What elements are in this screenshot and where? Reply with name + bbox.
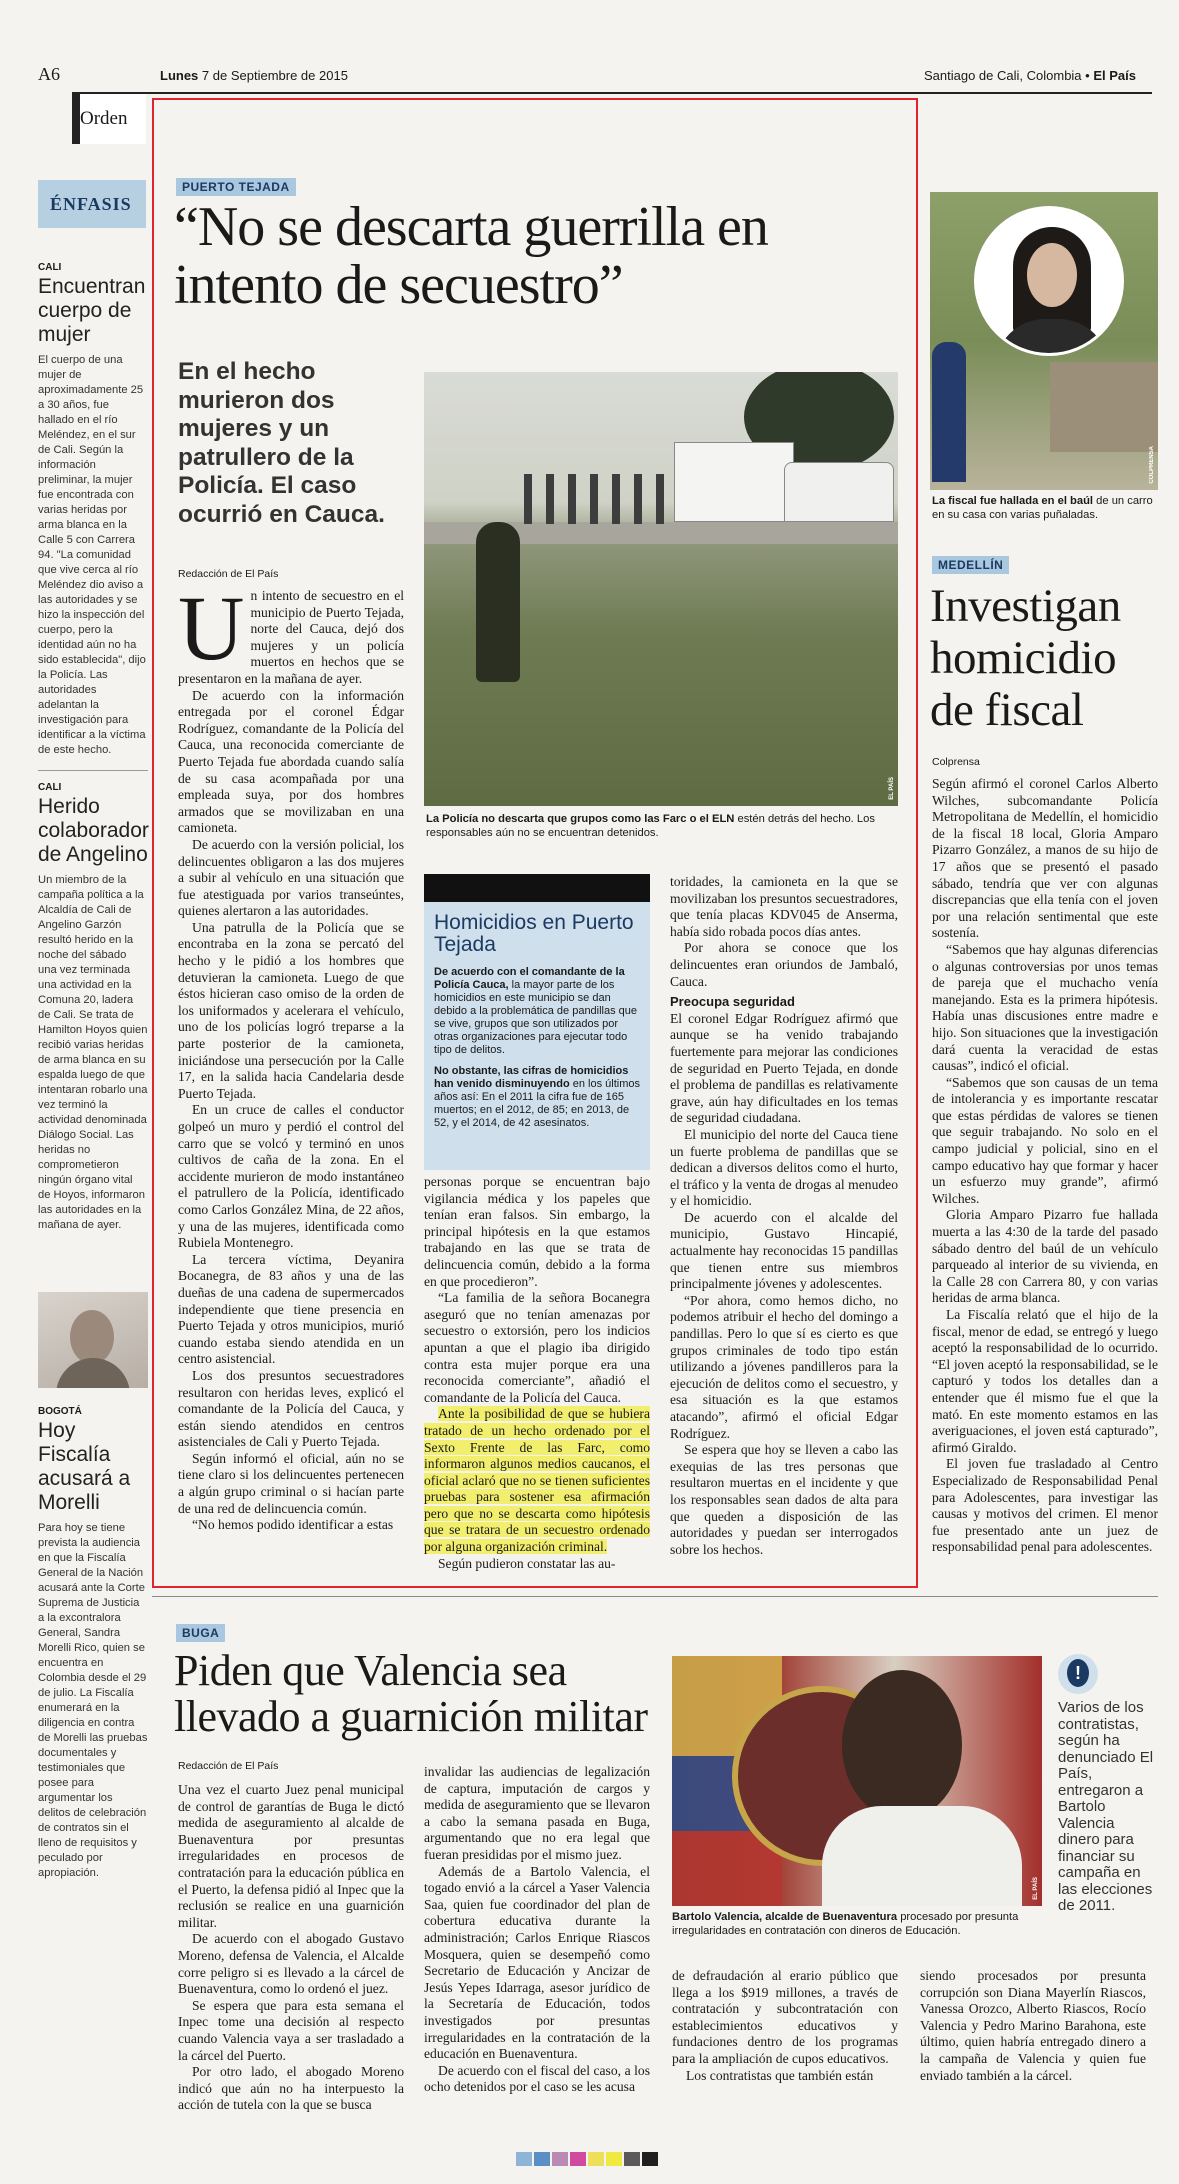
location-text: Santiago de Cali, Colombia • xyxy=(924,68,1090,83)
portrait-body xyxy=(56,1358,130,1388)
right-paragraph: La Fiscalía relató que el hijo de la fiscal, menor de edad, se entregó y luego aceptó la responsabilidad de lo ocurrido. “El joven aceptó la responsabilidad, se le capturó y todos los detalles dan a entender que él mismo fue el que la mató. En este momento estamos en las averiguaciones, el joven está capturado”, afirmó Giraldo. xyxy=(932,1307,1158,1455)
sidebar-item-body: Un miembro de la campaña política a la Alcaldía de Cali de Angelino Garzón resultó herido en la noche del sábado una vez terminada una actividad en la Comuna 20, ladera de Cali. Se trata de Hamilton Hoyos quien recibió varias heridas de arma blanca en su espalda luego de que intentaran robarlo una vez terminó la actividad denominada Diálogo Social. Las heridas no comprometieron ningún órgano vital de Hoyos, informaron las autoridades en la mañana de ayer. xyxy=(38,874,148,1231)
color-registration-bar xyxy=(516,2152,658,2166)
photo-credit: COLPRENSA xyxy=(1149,446,1155,484)
sidebar-divider xyxy=(38,770,148,771)
bottom-column-1 xyxy=(178,1782,404,2114)
color-swatch xyxy=(552,2152,568,2166)
caption-bold: La Policía no descarta que grupos como las Farc o el ELN xyxy=(426,813,735,825)
person-shape xyxy=(932,342,966,482)
main-paragraph: “La familia de la señora Bocanegra aseguró que no tenían amenazas por secuestro o extorsión, pero los indicios apuntan a que el plagio iba dirigido contra esta mujer porque era una reconocida comerciante”, añadió el comandante de la Policía del Cauca. xyxy=(424,1290,650,1405)
caption-bold: La fiscal fue hallada en el baúl xyxy=(932,495,1094,507)
main-paragraph: Los dos presuntos secuestradores resultaron con heridas leves, explicó el comandante de la Policía del Cauca, y están siendo atendidos en centros asistenciales de Cali y Puerto Tejada. xyxy=(178,1367,404,1450)
sidebar-label: ÉNFASIS xyxy=(50,194,132,214)
sidebar-item-body: Para hoy se tiene prevista la audiencia en que la Fiscalía General de la Nación acusará ante la Corte Suprema de Justicia a la excontralora General, Sandra Morelli Rico, quien se encuentra en Colombia desde el 29 de julio. La Fiscalía enumerará en la diligencia en contra de Morelli las pruebas documentales y testimoniales que posee para argumentar los delitos de celebración de contratos sin el lleno de requisitos y peculado por apropiación. xyxy=(38,1522,148,1879)
right-paragraph: Gloria Amparo Pizarro fue hallada muerta a las 4:30 de la tarde del pasado sábado dentro del baúl de un vehículo parqueado al interior de su vivienda, en la Calle 28 con Carrera 80, y con varias heridas de arma blanca. xyxy=(932,1207,1158,1306)
sidebar-item-body: El cuerpo de una mujer de aproximadamente 25 a 30 años, fue hallado en el río Meléndez, en el sur de Cali. Según la información preliminar, la mujer fue encontrada con varias heridas por arma blanca en la Calle 5 con Carrera 94. "La comunidad que vive cerca al río Meléndez dio aviso a las autoridades y se hizo la inspección del cuerpo, pero la identidad aún no ha sido establecida", dijo la Policía. Las autoridades adelantan la investigación para identificar a la víctima de este hecho. xyxy=(38,354,146,756)
bottom-paragraph: Una vez el cuarto Juez penal municipal de control de garantías de Buga le dictó medida de aseguramiento al alcalde de Buenaventura por presuntas irregularidades en procesos de contratación para la educación pública en el Puerto, la defensa pidió al Inpec que la reclusión se realice en una guarnición militar. xyxy=(178,1782,404,1930)
main-paragraph: En un cruce de calles el conductor golpeó un muro y perdió el control del carro que se volcó y terminó en unos cultivos de caña de la zona. En el accidente murieron de modo instantáneo el patrullero de la Policía, identificado como Carlos González Mina, de 22 años, y una de las mujeres, identificada como Rubiela Montenegro. xyxy=(178,1102,404,1251)
main-paragraph: Según pudieron constatar las au- xyxy=(438,1555,616,1571)
right-body xyxy=(932,776,1158,1556)
sidebar-item-title: Herido colaborador de Angelino xyxy=(38,795,149,866)
bottom-paragraph: Los contratistas que también están xyxy=(686,2067,874,2083)
right-paragraph: “Sabemos que son causas de un tema de intolerancia y es importante rescatar que estas pérdidas de valores se tienen que seguir trabajando. No solo en el campo judicial y policial, sino en el campo educativo hay que formar y hacer un esfuerzo muy grande”, afirmó Wilches. xyxy=(932,1074,1158,1206)
color-swatch xyxy=(570,2152,586,2166)
main-column-3 xyxy=(670,874,898,1558)
bottom-paragraph: de defraudación al erario público que llega a los $919 millones, a través de contratación y subcontratación con establecimientos educativos y fundaciones dentro de los programas para la ampliación de cupos educativos. xyxy=(672,1968,898,2066)
main-paragraph: “Por ahora, como hemos dicho, no podemos atribuir el hecho del domingo a pandillas. Pero lo que sí es cierto es que grupos criminales de todo tipo están utilizando a jóvenes pandilleros para la ejecución de delitos como el secuestro, y esa situación es la que estamos atacando”, afirmó el oficial Edgar Rodríguez. xyxy=(670,1292,898,1441)
color-swatch xyxy=(588,2152,604,2166)
bottom-paragraph: Por otro lado, el abogado Moreno indicó que aún no ha interpuesto la acción de tutela con la que se busca xyxy=(178,2064,404,2113)
info-box-item xyxy=(434,966,640,1057)
bottom-byline: Redacción de El País xyxy=(178,1760,279,1772)
man-body xyxy=(822,1806,1022,1906)
bottom-column-2 xyxy=(424,1764,650,2096)
main-byline: Redacción de El País xyxy=(178,568,279,580)
bottom-column-4 xyxy=(920,1968,1146,2084)
main-paragraph: De acuerdo con la información entregada por el coronel Édgar Rodríguez, comandante de la Policía del Cauca, una reconocida comerciante de Puerto Tejada fue abordada cuando salía de su casa acompañada por una empleada suya, por dos hombres armados que se movilizaban en una camioneta. xyxy=(178,687,404,836)
color-swatch xyxy=(642,2152,658,2166)
info-box-item-bold: De acuerdo con el comandante de la Policía Cauca, xyxy=(434,966,625,991)
exclamation-icon xyxy=(1058,1654,1098,1694)
section-label: Orden xyxy=(80,108,128,129)
bottom-paragraph: De acuerdo con el fiscal del caso, a los ocho detenidos por el caso se les acusa xyxy=(424,2062,650,2095)
info-box-item xyxy=(434,1065,640,1130)
info-box-item-rest: la mayor parte de los homicidios en este municipio se dan debido a la problemática de pandillas que se vive, grupos que son utilizados por otras organizaciones para ejecutar todo tipo de delitos. xyxy=(434,979,638,1056)
main-column-2 xyxy=(424,1174,650,1572)
highlighted-text: Ante la posibilidad de que se hubiera tratado de un hecho ordenado por el Sexto Frente de las Farc, como informaron algunos medios caucanos, el oficial aclaró que no se tienen suficientes pruebas para sostener esa afirmación pero que no se descarta como hipótesis que se tratara de un secuestro ordenado por alguna organización criminal. xyxy=(424,1406,650,1555)
truck-shape xyxy=(784,462,894,522)
main-paragraph: Una patrulla de la Policía que se encontraba en la zona se percató del hecho y le pidió a los hombres que detuvieran la camioneta. Luego de que éstos hicieran caso omiso de la orden de los uniformados y acelerara el vehículo, uno de los policías logró treparse a la parte posterior de la camioneta, iniciándose una persecución por la Calle 17, en la salida hacia Candelaria desde Puerto Tejada. xyxy=(178,919,404,1101)
color-swatch xyxy=(516,2152,532,2166)
bottom-note: Varios de los contratistas, según ha denunciado El País, entregaron a Bartolo Valencia dinero para financiar su campaña en las elecciones de 2011. xyxy=(1058,1699,1154,1914)
bottom-paragraph: Se espera que para esta semana el Inpec tome una decisión al respecto cuando Valencia vaya a ser trasladado a la cárcel del Puerto. xyxy=(178,1997,404,2063)
photo-credit: EL PAÍS xyxy=(889,777,895,800)
bottom-paragraph: siendo procesados por presunta corrupción son Diana Mayerlín Riascos, Vanessa Orozco, Alberto Riascos, Rocío Valencia y Pedro Marino Barahona, este último, quien habría entregado dinero a la campaña de Valencia y quien fue enviado también a la cárcel. xyxy=(920,1968,1146,2083)
main-paragraph: toridades, la camioneta en la que se movilizaban los presuntos secuestradores, que tenía placas KDV045 de Anserma, había sido robada pocos días antes. xyxy=(670,874,899,939)
sidebar-item-title: Encuentran cuerpo de mujer xyxy=(38,275,146,346)
sidebar-item xyxy=(38,262,148,758)
main-paragraph: n intento de secuestro en el municipio de Puerto Tejada, norte del Cauca, dejó dos mujeres y un policía muertos en hechos que se presentaron en la mañana de ayer. xyxy=(178,588,404,686)
right-photo xyxy=(930,192,1158,490)
info-box-item-rest: en los últimos años así: En el 2011 la cifra fue de 165 muertos; en el 2012, de 85; en 2013, de 52, y el 2014, de 42 asesinatos. xyxy=(434,1078,641,1129)
main-column-1 xyxy=(178,577,404,1534)
main-paragraph: Se espera que hoy se lleven a cabo las exequias de las tres personas que resultaron muertas en el incidente y que los responsables sean dados de alta para que queden a disposición de las autoridades y puedan ser interrogados sobre los hechos. xyxy=(670,1442,898,1557)
header-rule xyxy=(72,92,1152,94)
man-head xyxy=(842,1670,962,1820)
main-paragraph: El coronel Edgar Rodríguez afirmó que aunque se ha venido trabajando fuertemente para mejorar las condiciones de seguridad en Puerto Tejada, en donde el problema de pandillas es relativamente grave, aún hay dificultades en los temas de seguridad ciudadana. xyxy=(670,1010,898,1126)
bottom-column-3 xyxy=(672,1968,898,2084)
page-date xyxy=(160,68,348,83)
ambulance-shape xyxy=(674,442,794,522)
bottom-photo-caption xyxy=(672,1910,1042,1938)
right-kicker: MEDELLÍN xyxy=(932,556,1009,574)
date-day: Lunes xyxy=(160,68,199,83)
info-box xyxy=(424,874,650,1170)
sidebar-item xyxy=(38,782,148,1233)
section-rule xyxy=(152,1596,1158,1597)
bottom-kicker: BUGA xyxy=(176,1624,225,1642)
photo-credit: EL PAÍS xyxy=(1033,1877,1039,1900)
color-swatch xyxy=(624,2152,640,2166)
main-paragraph: De acuerdo con el alcalde del municipio, Gustavo Hincapié, actualmente hay reconocidas 15 pandillas que tienen entre sus miembros principalmente jóvenes y adolescentes. xyxy=(670,1209,898,1292)
color-swatch xyxy=(534,2152,550,2166)
right-paragraph: Según afirmó el coronel Carlos Alberto Wilches, subcomandante Policía Metropolitana de Medellín, el homicidio de la fiscal 18 local, Gloria Amparo Pizarro González, a manos de su hijo de 17 años que se presentó el pasado sábado, tendría que ver con algunas discrepancias que ella tenía con el joven por una relación sentimental que este sostenía. xyxy=(932,776,1158,941)
bottom-paragraph: invalidar las audiencias de legalización de captura, imputación de cargos y medida de aseguramiento que se llevaron a cabo la semana pasada en Buga, argumentando que no era legal que fueran presididas por el mismo juez. xyxy=(424,1764,650,1862)
date-rest: 7 de Septiembre de 2015 xyxy=(201,68,348,83)
main-paragraph: El municipio del norte del Cauca tiene un fuerte problema de pandillas que se dedican a diversos delitos como el hurto, el tráfico y la venta de drogas al menudeo y el homicidio. xyxy=(670,1126,898,1209)
main-paragraph: “No hemos podido identificar a estas xyxy=(192,1517,394,1533)
portrait-face xyxy=(1027,243,1077,307)
bottom-paragraph: Además de a Bartolo Valencia, el togado envió a la cárcel a Yaser Valencia Saa, quien fue coordinador del plan de cobertura educativa durante la administración; Carlos Enrique Riascos Mosquera, quien se desempeñó como Secretario de Educación y Ancizar de Jesús Yepes Idarraga, asesor jurídico de la Secretaría de Educación, todos investigados por presuntas irregularidades en la contratación de la educación en Buenaventura. xyxy=(424,1863,650,2062)
main-paragraph: La tercera víctima, Deyanira Bocanegra, de 83 años y una de las dueñas de una cadena de supermercados independiente que tiene presencia en Puerto Tejada y otros municipios, murió cuando estaba siendo atendida en un centro asistencial. xyxy=(178,1251,404,1367)
right-paragraph: “Sabemos que hay algunas diferencias o algunas controversias por unos temas de pareja que el muchacho venía manejando. Esta es la primera hipótesis. Había unas discusiones entre madre e hijo. Son situaciones que la investigación dará cuenta la veracidad de estas causas”, indicó el oficial. xyxy=(932,941,1158,1074)
main-paragraph: Según informó el oficial, aún no se tiene claro si los delincuentes pertenecen a algún grupo criminal o si hacían parte de una red de delincuencia común. xyxy=(178,1450,404,1516)
info-box-item-bold: No obstante, las cifras de homicidios han venido disminuyendo xyxy=(434,1065,629,1090)
portrait-shape xyxy=(70,1310,114,1364)
caption-rest: estén detrás del hecho. Los responsables aún no se encuentran detenidos. xyxy=(426,813,875,839)
caption-rest: de un carro en su casa con varias puñaladas. xyxy=(932,495,1153,521)
main-kicker: PUERTO TEJADA xyxy=(176,178,296,196)
main-deck: En el hecho murieron dos mujeres y un patrullero de la Policía. El caso ocurrió en Cauca. xyxy=(178,358,385,528)
sidebar-item-title: Hoy Fiscalía acusará a Morelli xyxy=(38,1419,131,1514)
people-group xyxy=(524,474,674,524)
sidebar-item-kicker: BOGOTÁ xyxy=(38,1406,82,1417)
paper-name: El País xyxy=(1093,68,1136,83)
main-photo-caption xyxy=(426,812,900,840)
right-paragraph: El joven fue trasladado al Centro Especializado de Responsabilidad Penal para Adolescentes, para investigar las causas y motivos del crimen. El menor fue presentado ante un juez de responsabilidad penal para adolescentes. xyxy=(932,1456,1158,1555)
sidebar-item-kicker: CALI xyxy=(38,782,62,793)
main-paragraph: personas porque se encuentran bajo vigilancia médica y los papeles que tenían eran falsos. Sin embargo, la principal hipótesis en la que estamos trabajando en las que se trata de delincuencia común, debido a la forma en que procedieron”. xyxy=(424,1174,650,1289)
main-paragraph-highlighted xyxy=(424,1406,650,1555)
main-paragraph: Por ahora se conoce que los delincuentes eran oriundos de Jambaló, Cauca. xyxy=(670,940,898,989)
drop-cap: U xyxy=(178,577,245,679)
bottom-headline: Piden que Valencia sea llevado a guarnición militar xyxy=(174,1646,648,1741)
info-box-title: Homicidios en Puerto Tejada xyxy=(434,911,634,956)
color-swatch xyxy=(606,2152,622,2166)
bottom-photo xyxy=(672,1656,1042,1906)
sidebar-item-kicker: CALI xyxy=(38,262,62,273)
exclamation-glyph: ! xyxy=(1067,1659,1089,1687)
bottom-paragraph: De acuerdo con el abogado Gustavo Moreno, defensa de Valencia, el Alcalde corre peligro si es llevado a la cárcel de Buenaventura, como lo ordenó el juez. xyxy=(178,1931,404,1997)
caption-bold: Bartolo Valencia, alcalde de Buenaventura xyxy=(672,1911,898,1923)
right-headline: Investigan homicidio de fiscal xyxy=(930,580,1121,736)
right-photo-caption xyxy=(932,494,1158,522)
main-paragraph: De acuerdo con la versión policial, los delincuentes obligaron a las dos mujeres a subir al vehículo en una situación que fue atestiguada por varios transeúntes, quienes alertaron a las autoridades. xyxy=(178,836,404,919)
right-byline: Colprensa xyxy=(932,756,980,768)
caption-rest: procesado por presunta irregularidades en contratación con dineros de Educación. xyxy=(672,1911,1019,1937)
sidebar-item xyxy=(38,1406,148,1881)
sidebar-photo xyxy=(38,1292,148,1388)
main-subheading: Preocupa seguridad xyxy=(670,994,795,1010)
portrait-circle xyxy=(974,206,1124,356)
main-headline: “No se descarta guerrilla en intento de secuestro” xyxy=(174,196,768,316)
page-location xyxy=(924,68,1136,83)
main-photo xyxy=(424,372,898,806)
officer-figure xyxy=(476,522,520,682)
house-shape xyxy=(1050,362,1158,452)
page-number: A6 xyxy=(38,64,60,84)
